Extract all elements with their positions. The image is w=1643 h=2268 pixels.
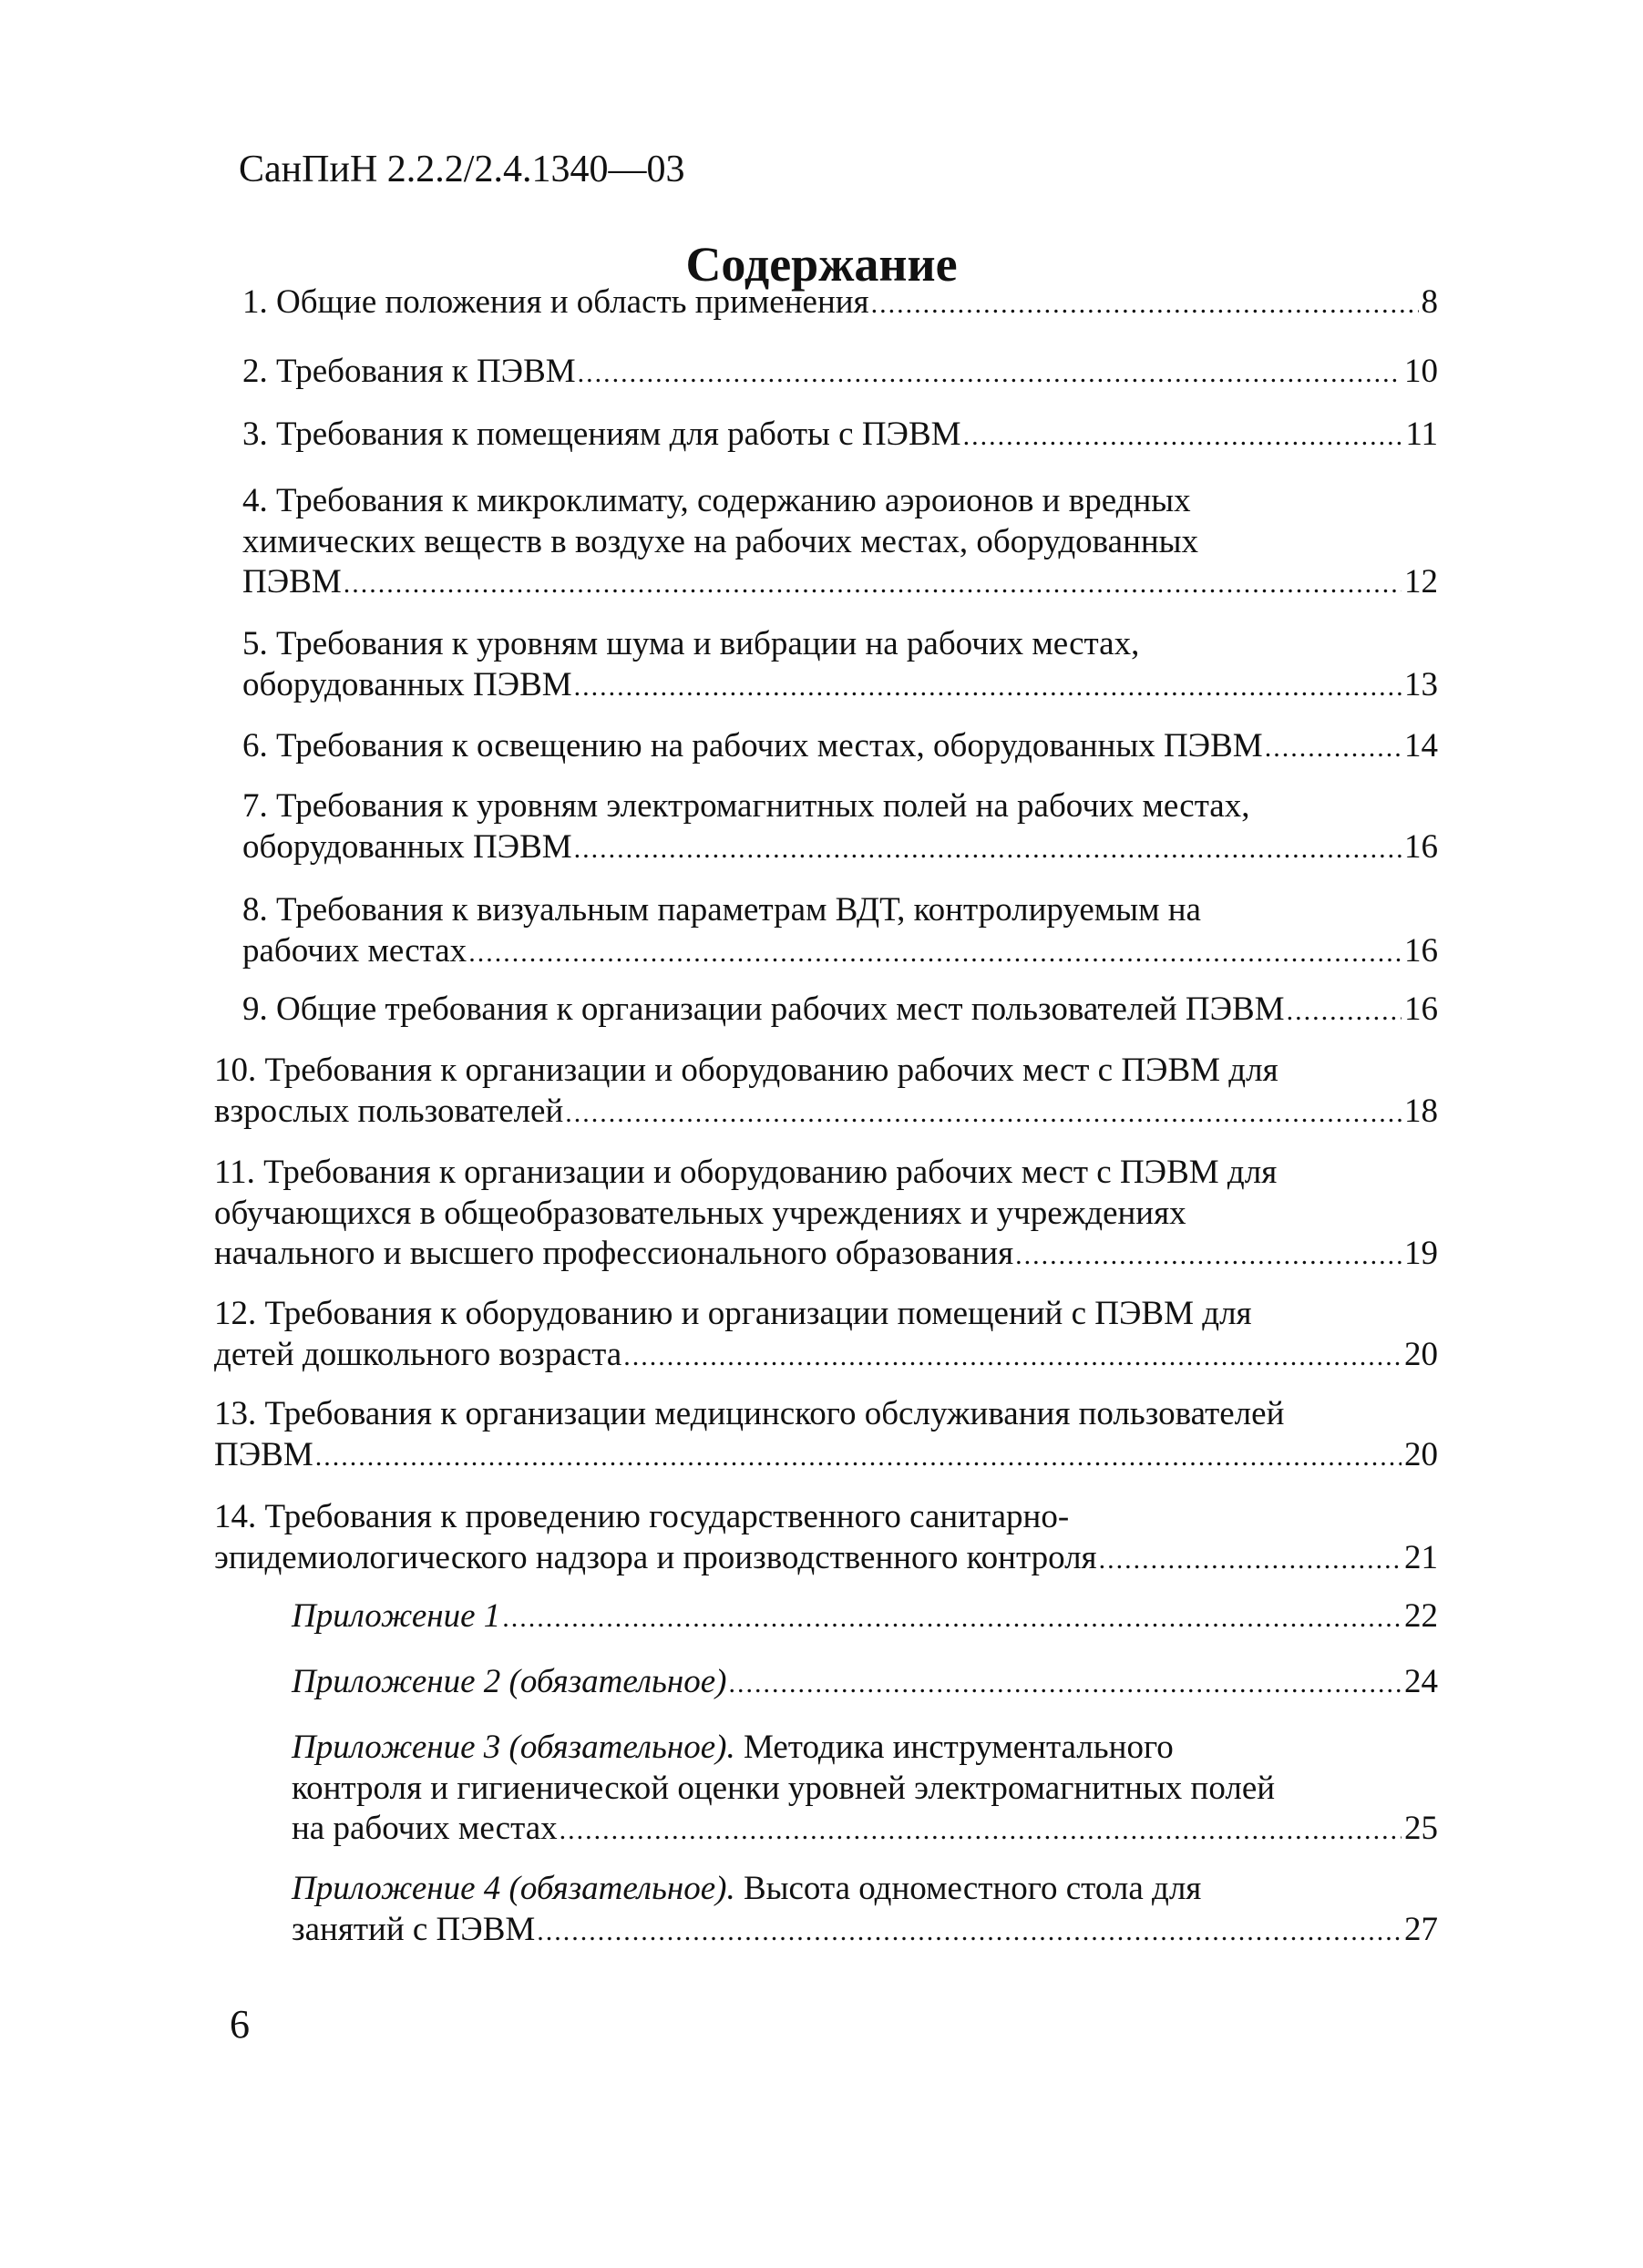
- toc-entry-text: 4. Требования к микроклимату, содержанию аэроионов и вредных: [242, 482, 1191, 519]
- leader-dots: [1265, 728, 1402, 769]
- toc-entry-8: [242, 890, 1438, 973]
- leader-dots: [560, 1811, 1402, 1852]
- leader-dots: [1099, 1540, 1402, 1581]
- toc-page-number: 19: [1404, 1235, 1438, 1272]
- toc-entry-text: 1. Общие положения и область применения: [242, 283, 869, 321]
- toc-entry-6: [242, 726, 1438, 769]
- toc-entry-11: [214, 1153, 1438, 1277]
- appendix-label: Приложение 4 (обязательное).: [292, 1870, 735, 1907]
- leader-dots: [871, 284, 1419, 325]
- toc-page-number: 14: [1404, 727, 1438, 765]
- appendix-first-line: [292, 1869, 1438, 1910]
- toc-page-number: 16: [1404, 931, 1438, 970]
- toc-page-number: 24: [1404, 1663, 1438, 1700]
- appendix-first-line: [292, 1728, 1438, 1769]
- leader-dots: [537, 1912, 1402, 1953]
- toc-entry-text: начального и высшего профессионального образования: [214, 1235, 1014, 1272]
- toc-entry-4: [242, 481, 1438, 605]
- toc-entry-text: химических веществ в воздухе на рабочих местах, оборудованных: [242, 522, 1199, 560]
- toc-page-number: 12: [1404, 563, 1438, 600]
- leader-dots: [1015, 1236, 1402, 1277]
- toc-entry-text: 8. Требования к визуальным параметрам ВДТ, контролируемым на: [242, 891, 1201, 929]
- toc-page-number: 8: [1421, 283, 1438, 321]
- toc-page-number: 20: [1404, 1335, 1438, 1373]
- toc-entry-1: [242, 282, 1438, 325]
- appendix-text: контроля и гигиенической оценки уровней электромагнитных полей: [292, 1769, 1276, 1807]
- appendix-text: Методика инструментального: [734, 1729, 1174, 1766]
- appendix-text: занятий с ПЭВМ: [292, 1910, 536, 1948]
- toc-entry-text: ПЭВМ: [242, 563, 342, 600]
- toc-entry-text: 13. Требования к организации медицинского обслуживания пользователей: [214, 1395, 1285, 1432]
- toc-page-number: 16: [1404, 827, 1438, 866]
- leader-dots: [1287, 991, 1402, 1032]
- toc-entry-text: 5. Требования к уровням шума и вибрации на рабочих местах,: [242, 625, 1140, 662]
- toc-entry-text: обучающихся в общеобразовательных учреждениях и учреждениях: [214, 1194, 1186, 1232]
- toc-entry-2: [242, 352, 1438, 395]
- toc-page-number: 22: [1404, 1597, 1438, 1635]
- toc-entry-text: 9. Общие требования к организации рабочих мест пользователей ПЭВМ: [242, 990, 1285, 1028]
- toc-appendix-1: [292, 1596, 1438, 1639]
- leader-dots: [574, 667, 1402, 708]
- leader-dots: [578, 354, 1402, 395]
- toc-page-number: 21: [1404, 1538, 1438, 1576]
- appendix-label: Приложение 2 (обязательное): [292, 1663, 727, 1700]
- toc-page-number: 18: [1404, 1092, 1438, 1130]
- toc-page-number: 27: [1404, 1910, 1438, 1948]
- toc-page-number: 10: [1404, 353, 1438, 390]
- toc-entry-text: 3. Требования к помещениям для работы с ПЭВМ: [242, 416, 961, 453]
- toc-entry-text: ПЭВМ: [214, 1435, 313, 1473]
- toc-entry-text: 12. Требования к оборудованию и организации помещений с ПЭВМ для: [214, 1295, 1252, 1332]
- toc-entry-text: оборудованных ПЭВМ: [242, 827, 572, 866]
- appendix-label: Приложение 3 (обязательное).: [292, 1729, 735, 1766]
- toc-entry-text: детей дошкольного возраста: [214, 1335, 622, 1373]
- leader-dots: [565, 1093, 1402, 1134]
- leader-dots: [728, 1664, 1402, 1705]
- leader-dots: [315, 1437, 1402, 1478]
- toc-title: Содержание: [685, 237, 958, 292]
- toc-entry-text: 10. Требования к организации и оборудованию рабочих мест с ПЭВМ для: [214, 1052, 1278, 1089]
- toc-entry-text: 7. Требования к уровням электромагнитных полей на рабочих местах,: [242, 787, 1250, 825]
- leader-dots: [468, 933, 1402, 974]
- leader-dots: [623, 1337, 1402, 1378]
- toc-appendix-4: [292, 1869, 1438, 1952]
- document-code: СанПиН 2.2.2/2.4.1340—03: [239, 149, 685, 190]
- toc-page-number: 11: [1405, 416, 1438, 453]
- appendix-label: Приложение 1: [292, 1597, 501, 1635]
- toc-page-number: 25: [1404, 1810, 1438, 1847]
- leader-dots: [502, 1598, 1402, 1639]
- toc-entry-text: взрослых пользователей: [214, 1092, 564, 1130]
- toc-entry-14: [214, 1497, 1438, 1580]
- leader-dots: [574, 829, 1402, 870]
- toc-entry-text: рабочих местах: [242, 931, 467, 970]
- leader-dots: [963, 416, 1403, 457]
- page-number: 6: [230, 2002, 250, 2047]
- toc-entry-text: 6. Требования к освещению на рабочих местах, оборудованных ПЭВМ: [242, 727, 1263, 765]
- toc-entry-3: [242, 415, 1438, 457]
- toc-entry-text: эпидемиологического надзора и производственного контроля: [214, 1538, 1097, 1576]
- toc-entry-5: [242, 624, 1438, 707]
- toc-appendix-3: [292, 1728, 1438, 1852]
- toc-entry-text: 2. Требования к ПЭВМ: [242, 353, 576, 390]
- toc-entry-12: [214, 1294, 1438, 1377]
- toc-page-number: 16: [1404, 990, 1438, 1028]
- toc-entry-text: 14. Требования к проведению государственного санитарно-: [214, 1498, 1070, 1535]
- toc-entry-7: [242, 786, 1438, 869]
- appendix-text: на рабочих местах: [292, 1810, 558, 1847]
- leader-dots: [344, 564, 1402, 605]
- toc-appendix-2: [292, 1662, 1438, 1705]
- toc-page-number: 13: [1404, 665, 1438, 703]
- toc-entry-text: оборудованных ПЭВМ: [242, 665, 572, 703]
- toc-entry-10: [214, 1051, 1438, 1134]
- toc-entry-9: [242, 990, 1438, 1032]
- appendix-text: Высота одноместного стола для: [734, 1870, 1202, 1907]
- toc-entry-13: [214, 1394, 1438, 1477]
- toc-entry-text: 11. Требования к организации и оборудованию рабочих мест с ПЭВМ для: [214, 1154, 1278, 1191]
- toc-page-number: 20: [1404, 1435, 1438, 1473]
